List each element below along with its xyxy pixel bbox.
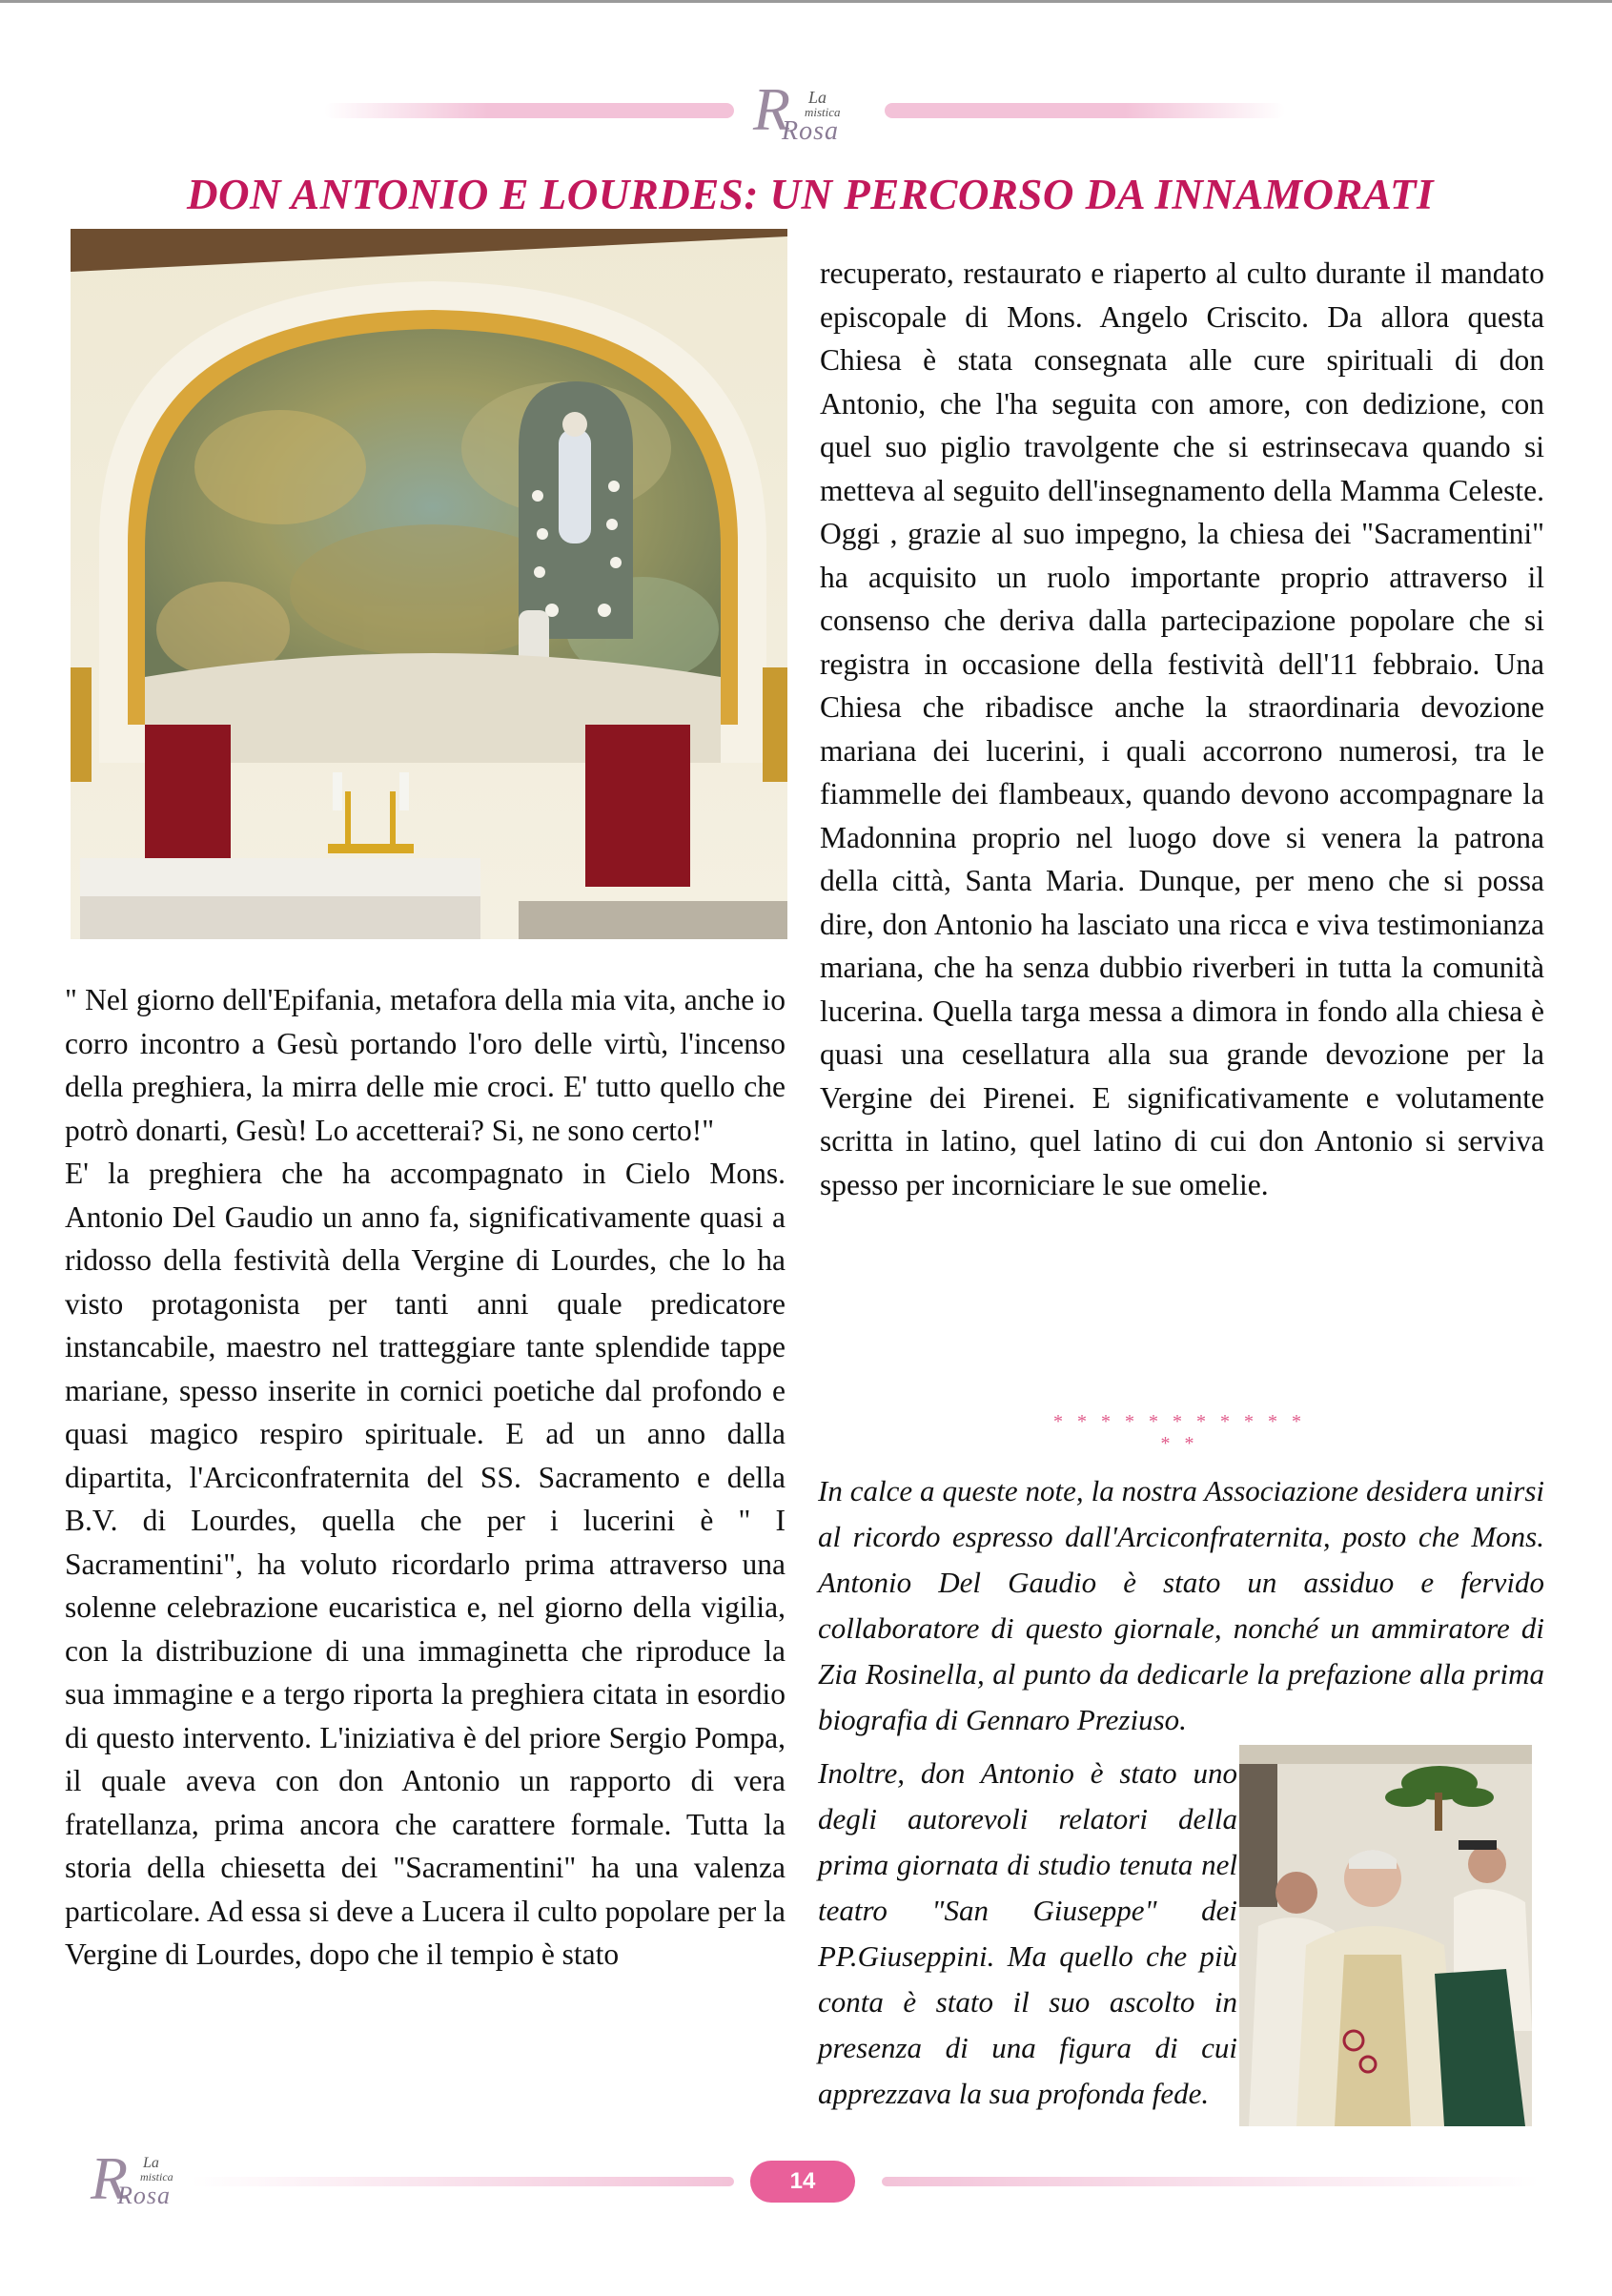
right-column-text xyxy=(820,252,1544,1206)
logo-word-rosa: Rosa xyxy=(782,116,839,146)
quote-paragraph: " Nel giorno dell'Epifania, metafora della mia vita, anche io corro incontro a Gesù portando l'oro delle virtù, l'incenso della preghiera, la mirra delle mie croci. E' tutto quello che potrò donarti, Gesù! Lo accetterai? Si, ne sono certo!" xyxy=(65,983,786,1147)
paragraph: E' la preghiera che ha accompagnato in Cielo Mons. Antonio Del Gaudio un anno fa, significativamente quasi a ridosso della festività della Vergine di Lourdes, che lo ha visto protagonista per tanti anni quale predicatore instancabile, maestro nel tratteggiare tante splendide tappe mariane, spesso inserite in cornici poetiche dal profondo e quasi magico respiro spirituale. E ad un anno dalla dipartita, l'Arciconfraternita del SS. Sacramento e della B.V. di Lourdes, quella che per i lucerini è " I Sacramentini", ha voluto ricordarlo prima attraverso una solenne celebrazione eucaristica e, nel giorno della vigilia, con la distribuzione di una immaginetta che riproduce la sua immagine e a tergo riporta la preghiera citata in esordio di questo intervento. L'iniziativa è del priore Sergio Pompa, il quale aveva con don Antonio un rapporto di vera fratellanza, prima ancora che carattere formale. Tutta la storia della chiesetta dei "Sacramentini" ha una valenza particolare. Ad essa si deve a Lucera il culto popolare per la Vergine di Lourdes, dopo che il tempio è stato xyxy=(65,1157,786,1971)
logo-word-la: La xyxy=(143,2155,159,2171)
paragraph: recuperato, restaurato e riaperto al culto durante il mandato episcopale di Mons. Angelo Criscito. Da allora questa Chiesa è stata consegnata alle cure spirituali di don Antonio, che l'ha seguita con amore, con dedizione, con quel suo piglio travolgente che si estrinsecava quando si metteva al seguito dell'insegnamento della Mamma Celeste. Oggi , grazie al suo impegno, la chiesa dei "Sacramentini" ha acquisito un ruolo importante proprio attraverso il consenso che deriva dalla partecipazione popolare che si registra in occasione della festività dell'11 febbraio. Una Chiesa che ribadisce anche la straordinaria devozione mariana dei lucerini, i quali accorrono numerosi, tra le fiammelle dei flambeaux, quando devono accompagnare la Madonnina proprio nel luogo dove si venera la patrona della città, Santa Maria. Dunque, per meno che si possa dire, don Antonio ha lasciato una ricca e viva testimonianza mariana, che ha senza dubbio riverberi in tutta la comunità lucerina. Quella targa messa a dimora in fondo alla chiesa è quasi una cesellatura alla sua grande devozione per la Vergine dei Pirenei. E significativamente e volutamente scritta in latino, quel latino di cui don Antonio si serviva spesso per incorniciare le sue omelie. xyxy=(820,256,1544,1201)
logo-word-mistica: mistica xyxy=(805,105,841,119)
logo-initial: R xyxy=(91,2144,129,2212)
note-paragraph: Inoltre, don Antonio è stato uno degli autorevoli relatori della prima giornata di studio tenuta nel teatro "San Giuseppe" dei PP.Giuseppini. Ma quello che più conta è stato il suo ascolto in presenza di una figura di cui apprezzava la sua profonda fede. xyxy=(818,1756,1237,2110)
header-bar-right xyxy=(885,103,1285,118)
church-altar-photo xyxy=(71,229,787,939)
footer-bar-right xyxy=(882,2177,1540,2186)
header-logo xyxy=(753,74,877,151)
top-rule xyxy=(0,0,1612,3)
footer-bar-left xyxy=(191,2177,734,2186)
header-bar-left xyxy=(324,103,734,118)
left-column-text xyxy=(65,978,786,1977)
logo-initial: R xyxy=(753,75,791,143)
page-number: 14 xyxy=(750,2161,855,2203)
logo-word-mistica: mistica xyxy=(140,2170,173,2183)
logo-word-la: La xyxy=(808,88,827,107)
don-antonio-photo xyxy=(1239,1745,1532,2126)
association-note-continued xyxy=(818,1751,1237,2117)
association-note xyxy=(818,1468,1544,1743)
logo-word-rosa: Rosa xyxy=(117,2182,171,2209)
note-paragraph: In calce a queste note, la nostra Associazione desidera unirsi al ricordo espresso dall'Arciconfraternita, posto che Mons. Antonio Del Gaudio è stato un assiduo e fervido collaboratore di questo giornale, nonché un ammiratore di Zia Rosinella, al punto da dedicarle la prefazione alla prima biografia di Gennaro Preziuso. xyxy=(818,1474,1544,1736)
article-title: DON ANTONIO E LOURDES: UN PERCORSO DA INNAMORATI xyxy=(187,171,1434,218)
section-separator: * * * * * * * * * * * * * xyxy=(1053,1411,1306,1454)
footer-logo xyxy=(91,2143,205,2220)
